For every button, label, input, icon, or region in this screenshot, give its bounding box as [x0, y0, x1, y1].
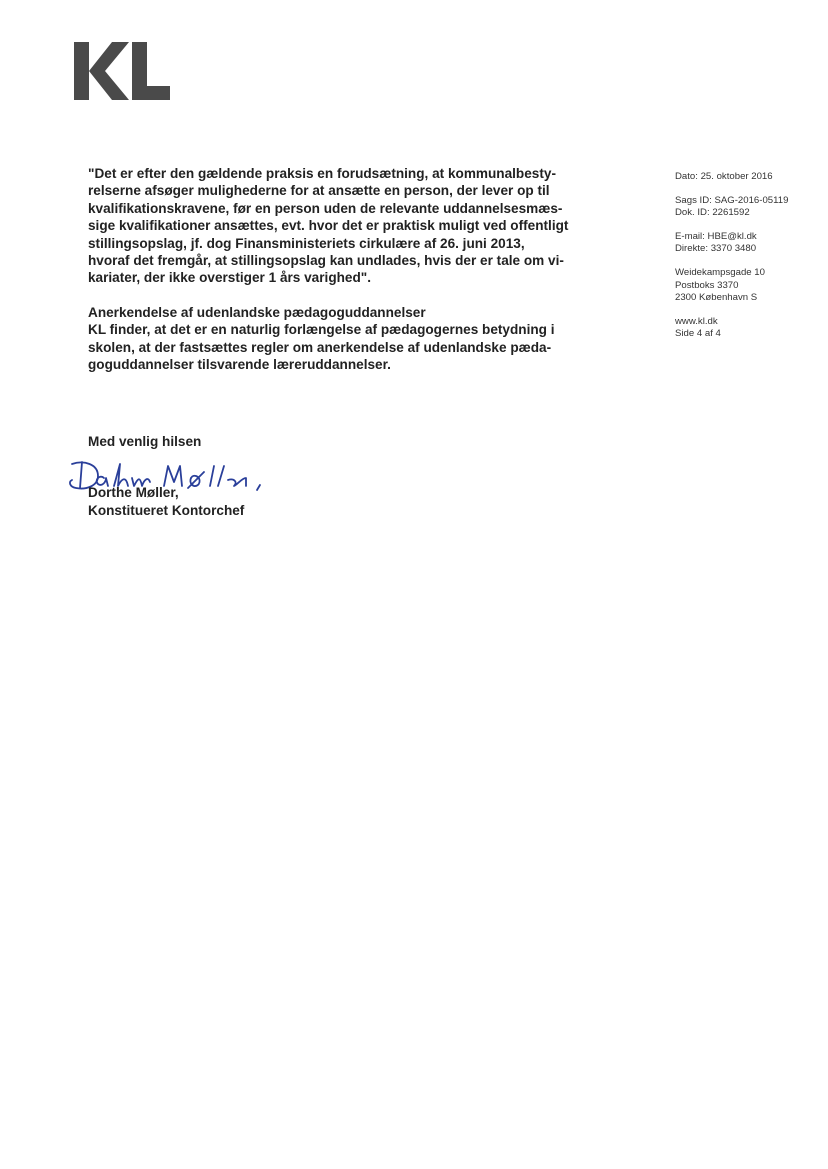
- address-group: [675, 267, 815, 305]
- address-line: Weidekampsgade 10: [675, 266, 765, 278]
- kl-logo-mark: [72, 40, 172, 102]
- signer-block: [88, 484, 244, 520]
- letter-metadata: [675, 171, 815, 352]
- quote-line: stillingsopslag, jf. dog Finansministeriets cirkulære af 26. juni 2013,: [88, 235, 525, 251]
- website: www.kl.dk: [675, 315, 718, 327]
- section-line: skolen, at der fastsættes regler om anerkendelse af udenlandske pæda-: [88, 339, 552, 355]
- quote-line: kvalifikationskravene, før en person uden de relevante uddannelsesmæs-: [88, 200, 563, 216]
- email: E-mail: HBE@kl.dk: [675, 230, 757, 242]
- address-line: 2300 København S: [675, 292, 758, 304]
- direct-phone: Direkte: 3370 3480: [675, 243, 757, 255]
- quote-line: kariater, der ikke overstiger 1 års varighed".: [88, 270, 372, 286]
- web-group: [675, 316, 815, 341]
- contact-group: [675, 231, 815, 256]
- closing-greeting: Med venlig hilsen: [88, 434, 202, 449]
- signer-name: Dorthe Møller,: [88, 485, 179, 500]
- case-id: Sags ID: SAG-2016-05119: [675, 194, 789, 206]
- letter-body: [88, 165, 568, 373]
- document-id: Dok. ID: 2261592: [675, 207, 750, 219]
- section-paragraph: [88, 304, 568, 374]
- date-group: [675, 171, 815, 184]
- signer-title: Konstitueret Kontorchef: [88, 503, 245, 518]
- section-heading: Anerkendelse af udenlandske pædagoguddannelser: [88, 304, 426, 320]
- date: Dato: 25. oktober 2016: [675, 171, 773, 182]
- ids-group: [675, 195, 815, 220]
- quote-line: "Det er efter den gældende praksis en forudsætning, at kommunalbesty-: [88, 166, 556, 181]
- page-number: Side 4 af 4: [675, 328, 721, 340]
- quote-line: sige kvalifikationer ansættes, evt. hvor det er praktisk muligt ved offentligt: [88, 218, 569, 234]
- quote-line: hvoraf det fremgår, at stillingsopslag kan undlades, hvis der er tale om vi-: [88, 253, 564, 269]
- address-line: Postboks 3370: [675, 279, 739, 291]
- kl-logo: [72, 40, 172, 102]
- quote-paragraph: [88, 165, 568, 287]
- section-line: goguddannelser tilsvarende læreruddannelser.: [88, 357, 391, 373]
- quote-line: relserne afsøger mulighederne for at ansætte en person, der lever op til: [88, 183, 550, 199]
- section-line: KL finder, at det er en naturlig forlængelse af pædagogernes betydning i: [88, 322, 555, 338]
